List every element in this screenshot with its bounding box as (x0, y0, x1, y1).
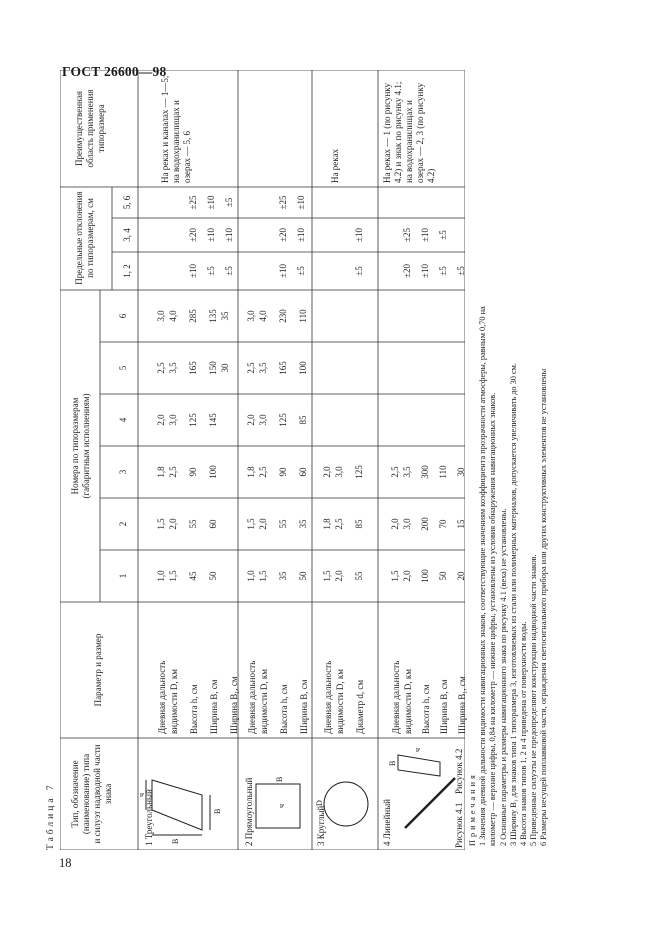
cell-r3-c2: 1,8 (322, 518, 332, 530)
row3-area: На реках (330, 149, 340, 183)
cell-r2-c3: 1,8 (246, 466, 256, 478)
table-title: Таблица 7 (46, 782, 56, 850)
cell-r2-c2: 2,0 (258, 518, 268, 530)
cell-r1-b1-c6: 35 (220, 311, 230, 321)
cell-r1-c2: 55 (188, 519, 198, 529)
col-param-header: Параметр и размер (93, 633, 103, 707)
cell-r4-c2: 70 (438, 519, 448, 529)
cell-r4-c1: 1,5 (390, 570, 400, 582)
cell-r4-c1: 2,0 (402, 570, 412, 582)
row4-type: 4 Линейный (382, 799, 392, 846)
svg-text:B: B (213, 808, 222, 814)
cell-r1-c1: 1,0 (156, 570, 166, 582)
cell-r2-c4: 125 (278, 413, 288, 427)
dev-r1-c1: ±5 (206, 266, 216, 276)
row1-area: На реках и каналах — 1—5; на водохранилищах и озерах — 5, 6 (160, 75, 192, 183)
cell-r2-c5: 165 (278, 361, 288, 375)
cell-r3-c2: 85 (354, 519, 364, 529)
cell-r2-c2: 1,5 (246, 518, 256, 530)
cell-r4-c1: 100 (420, 569, 430, 583)
col-dev-header: Предельные отклонения по типоразмерам, см (74, 191, 95, 285)
dev-r1-c1: ±5 (224, 266, 234, 276)
cell-r4-c2: 2,0 (390, 518, 400, 530)
cell-r1-c3: 100 (208, 465, 218, 479)
dev-r1-c2: ±20 (188, 228, 198, 242)
cell-r4-c3: 30 (456, 467, 466, 477)
cell-r2-c3: 2,5 (258, 466, 268, 478)
cell-r2-c1: 35 (278, 571, 288, 581)
dev-r4-c2: ±5 (438, 230, 448, 240)
cell-r2-c3: 90 (278, 467, 288, 477)
cell-r1-c4: 145 (208, 413, 218, 427)
dev-r4-c1: ±20 (402, 264, 412, 278)
dev-r4-c1: ±10 (420, 264, 430, 278)
cell-r1-c1: 45 (188, 571, 198, 581)
dev-label-34: 3, 4 (122, 228, 132, 242)
svg-text:B: B (171, 838, 180, 844)
dev-r4-c2: ±10 (420, 228, 430, 242)
cell-r2-c5: 3,5 (258, 362, 268, 374)
cell-r1-c6: 4,0 (168, 310, 178, 322)
cell-r1-c1: 1,5 (168, 570, 178, 582)
cell-r2-c6: 3,0 (246, 310, 256, 322)
dev-r2-c3: ±25 (278, 195, 288, 210)
cell-r1-c5: 3,5 (168, 362, 178, 374)
notes: Примечания 1 Значения дневной дальности видимости навигационных знаков, соответствующие значениям коэффициента прозрачности атмосферы, равным 0,70 на километр — верхние цифры, 0,84 на километр — нижние цифры, установлены из условия обнаружения навигационных знаков. 2 Основные параметры и размеры навигационного знака по рисунку 4.1 (веха) не установлены. 3 Ширину B₁ для знаков типа 1 типоразмера 3, изготовляемых из стали или полимерных материалов, допускается увеличивать до 30 см. 4 Высота знаков типов 1, 2 и 4 приведена от поверхности воды. 5 Приведенные силуэты не предопределяют конструкции надводной части знаков. 6 Размеры несущей поплавковой части, ограждения светосигнального прибора или других конструктивных элементов не установлены (468, 306, 549, 846)
rotated-table (46, 70, 560, 850)
dev-r2-c2: ±10 (296, 228, 306, 242)
row4-area: На реках — 1 (по рисунку 4.2) и знак по рисунку 4.1; на водохранилищах и озерах — 2, 3 (по рисунку 4.2) (382, 81, 436, 183)
svg-text:ч: ч (413, 747, 422, 752)
cell-r2-c1: 1,5 (258, 570, 268, 582)
cell-r1-c4: 2,0 (156, 414, 166, 426)
num-label-3: 3 (118, 469, 128, 475)
dev-r1-c3: ±10 (206, 195, 216, 210)
cell-r1-b1-c5: 30 (220, 363, 230, 373)
cell-r1-c6: 135 (208, 309, 218, 323)
cell-r2-c4: 85 (298, 415, 308, 425)
cell-r2-c5: 100 (298, 361, 308, 375)
cell-r2-c1: 50 (298, 571, 308, 581)
cell-r4-c2: 200 (420, 517, 430, 531)
svg-text:ч: ч (137, 792, 146, 797)
dev-r4-c2: ±25 (402, 228, 412, 242)
cell-r3-c2: 2,5 (334, 518, 344, 530)
num-label-6: 6 (118, 313, 128, 319)
col-numbers-header: Номера по типоразмерам (габаритным исполнениям) (70, 393, 91, 499)
dev-r2-c1: ±5 (296, 266, 306, 276)
cell-r1-c6: 3,0 (156, 310, 166, 322)
dev-label-12: 1, 2 (122, 264, 132, 278)
cell-r2-c2: 55 (278, 519, 288, 529)
cell-r3-c3: 3,0 (334, 466, 344, 478)
row1-type: 1 Треугольный (144, 789, 154, 846)
cell-r2-c6: 110 (298, 309, 308, 323)
page-number: 18 (59, 856, 72, 870)
svg-text:B: B (388, 760, 397, 766)
row3-params: Дневная дальность видимости D, км Диаметр d, см (323, 660, 365, 734)
dev-r1-c2: ±10 (224, 228, 234, 242)
cell-r1-c2: 60 (208, 519, 218, 529)
cell-r1-c4: 125 (188, 413, 198, 427)
cell-r3-c3: 2,0 (322, 466, 332, 478)
col-type-header: Тип, обозначение (наименование) типа и силуэт надводной части знака (70, 744, 113, 844)
dev-r3-c1: ±5 (354, 266, 364, 276)
cell-r1-c4: 3,0 (168, 414, 178, 426)
cell-r1-c3: 1,8 (156, 466, 166, 478)
row2-type: 2 Прямоугольный (244, 777, 254, 846)
dev-r2-c1: ±10 (278, 264, 288, 278)
num-label-5: 5 (118, 365, 128, 371)
num-label-1: 1 (118, 573, 128, 579)
cell-r3-c3: 125 (354, 465, 364, 479)
cell-r1-c5: 150 (208, 361, 218, 375)
dev-r2-c2: ±20 (278, 228, 288, 242)
dev-r2-c3: ±10 (296, 195, 306, 210)
cell-r1-c5: 2,5 (156, 362, 166, 374)
cell-r2-c4: 2,0 (246, 414, 256, 426)
dev-r1-c1: ±10 (188, 264, 198, 278)
cell-r1-c2: 1,5 (156, 518, 166, 530)
dev-r1-c3: ±5 (224, 197, 234, 208)
cell-r3-c1: 2,0 (334, 570, 344, 582)
document-header: ГОСТ 26600—98 (62, 64, 167, 79)
cell-r1-c6: 285 (188, 309, 198, 323)
cell-r4-c1: 20 (456, 571, 466, 581)
figure-label-1: Рисунок 4.1 (454, 802, 464, 848)
cell-r4-c1: 50 (438, 571, 448, 581)
cell-r4-c3: 3,5 (402, 466, 412, 478)
cell-r1-c2: 2,0 (168, 518, 178, 530)
cell-r4-c2: 3,0 (402, 518, 412, 530)
dev-r4-c1: ±5 (456, 266, 466, 276)
svg-text:D: D (315, 800, 324, 806)
cell-r2-c1: 1,0 (246, 570, 256, 582)
cell-r4-c2: 15 (456, 519, 466, 529)
cell-r3-c1: 1,5 (322, 570, 332, 582)
num-label-4: 4 (118, 417, 128, 423)
dev-label-56: 5, 6 (122, 195, 132, 210)
dev-r3-c2: ±10 (354, 228, 364, 242)
cell-r2-c3: 60 (298, 467, 308, 477)
cell-r1-c1: 50 (208, 571, 218, 581)
cell-r4-c3: 110 (438, 465, 448, 479)
cell-r1-c5: 165 (188, 361, 198, 375)
svg-text:ч: ч (277, 803, 286, 808)
cell-r3-c1: 55 (354, 571, 364, 581)
row2-params: Дневная дальность видимости D, км Высота h, см Ширина B, см (247, 660, 309, 734)
cell-r2-c6: 4,0 (258, 310, 268, 322)
cell-r1-c3: 2,5 (168, 466, 178, 478)
dev-r1-c3: ±25 (188, 195, 198, 210)
col-area-header: Преимущественная область применения типоразмера (74, 89, 106, 168)
svg-text:B: B (275, 776, 284, 782)
cell-r4-c3: 2,5 (390, 466, 400, 478)
row4-params: Дневная дальность видимости D, км Высота h, см Ширина B, см Ширина B₁, см (391, 660, 467, 734)
cell-r1-c3: 90 (188, 467, 198, 477)
cell-r2-c5: 2,5 (246, 362, 256, 374)
num-label-2: 2 (118, 521, 128, 527)
cell-r2-c4: 3,0 (258, 414, 268, 426)
dev-r4-c1: ±5 (438, 266, 448, 276)
silhouettes (146, 755, 455, 835)
cell-r4-c3: 300 (420, 465, 430, 479)
cell-r2-c2: 35 (298, 519, 308, 529)
row1-params: Дневная дальность видимости D, км Высота h, см Ширина B, см Ширина B₁, см (157, 660, 239, 734)
figure-label-2: Рисунок 4.2 (454, 748, 464, 794)
cell-r2-c6: 230 (278, 309, 288, 323)
dev-r1-c2: ±10 (206, 228, 216, 242)
row3-type: 3 Круглый (316, 805, 326, 846)
